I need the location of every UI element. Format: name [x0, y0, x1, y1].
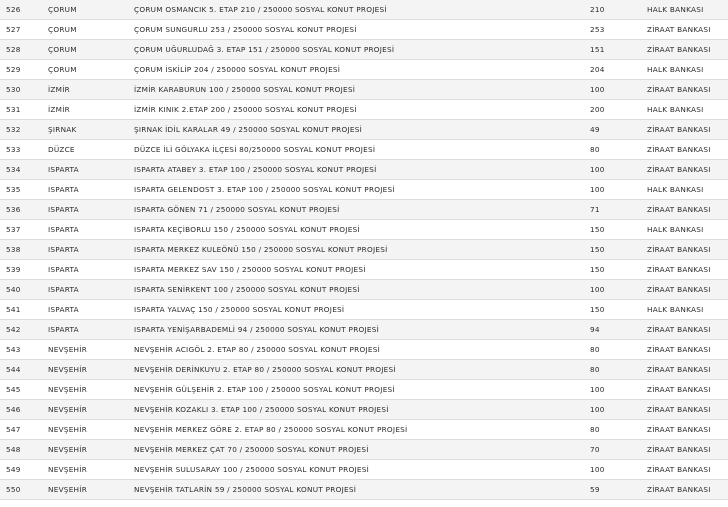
housing-count-cell: 80 [590, 345, 600, 354]
table-row [0, 240, 728, 260]
housing-count-cell: 150 [590, 225, 605, 234]
project-name-cell: ISPARTA YALVAÇ 150 / 250000 SOSYAL KONUT PROJESİ [134, 305, 345, 314]
bank-cell: ZİRAAT BANKASI [647, 425, 711, 434]
city-cell: ISPARTA [48, 205, 79, 214]
row-number-cell: 538 [6, 245, 21, 254]
project-name-cell: NEVŞEHİR MERKEZ GÖRE 2. ETAP 80 / 250000 SOSYAL KONUT PROJESİ [134, 425, 408, 434]
housing-count-cell: 204 [590, 65, 605, 74]
row-number-cell: 542 [6, 325, 21, 334]
project-name-cell: ISPARTA KEÇİBORLU 150 / 250000 SOSYAL KONUT PROJESİ [134, 225, 360, 234]
project-name-cell: ISPARTA SENİRKENT 100 / 250000 SOSYAL KONUT PROJESİ [134, 285, 360, 294]
bank-cell: ZİRAAT BANKASI [647, 365, 711, 374]
project-name-cell: DÜZCE İLİ GÖLYAKA İLÇESİ 80/250000 SOSYAL KONUT PROJESİ [134, 145, 376, 154]
project-name-cell: NEVŞEHİR MERKEZ ÇAT 70 / 250000 SOSYAL KONUT PROJESİ [134, 445, 369, 454]
project-name-cell: ISPARTA GÖNEN 71 / 250000 SOSYAL KONUT PROJESİ [134, 205, 340, 214]
housing-count-cell: 151 [590, 45, 605, 54]
bank-cell: HALK BANKASI [647, 225, 704, 234]
project-name-cell: ÇORUM UĞURLUDAĞ 3. ETAP 151 / 250000 SOSYAL KONUT PROJESİ [134, 45, 395, 54]
housing-count-cell: 80 [590, 145, 600, 154]
housing-count-cell: 100 [590, 185, 605, 194]
project-name-cell: İZMİR KARABURUN 100 / 250000 SOSYAL KONUT PROJESİ [134, 85, 356, 94]
housing-count-cell: 80 [590, 425, 600, 434]
table-row [0, 0, 728, 20]
housing-count-cell: 150 [590, 265, 605, 274]
city-cell: ŞIRNAK [48, 125, 77, 134]
row-number-cell: 549 [6, 465, 21, 474]
housing-count-cell: 59 [590, 485, 600, 494]
row-number-cell: 533 [6, 145, 21, 154]
table-row [0, 180, 728, 200]
project-name-cell: ÇORUM SUNGURLU 253 / 250000 SOSYAL KONUT PROJESİ [134, 25, 357, 34]
project-name-cell: İZMİR KINIK 2.ETAP 200 / 250000 SOSYAL KONUT PROJESİ [134, 105, 357, 114]
table-row [0, 140, 728, 160]
city-cell: NEVŞEHİR [48, 345, 88, 354]
housing-count-cell: 200 [590, 105, 605, 114]
project-name-cell: ÇORUM İSKİLİP 204 / 250000 SOSYAL KONUT PROJESİ [134, 65, 341, 74]
bank-cell: ZİRAAT BANKASI [647, 45, 711, 54]
row-number-cell: 528 [6, 45, 21, 54]
housing-count-cell: 94 [590, 325, 600, 334]
bank-cell: ZİRAAT BANKASI [647, 125, 711, 134]
table-row [0, 420, 728, 440]
project-name-cell: NEVŞEHİR KOZAKLI 3. ETAP 100 / 250000 SOSYAL KONUT PROJESİ [134, 405, 389, 414]
housing-count-cell: 150 [590, 245, 605, 254]
table-row [0, 400, 728, 420]
city-cell: ISPARTA [48, 185, 79, 194]
row-number-cell: 543 [6, 345, 21, 354]
row-number-cell: 547 [6, 425, 21, 434]
city-cell: NEVŞEHİR [48, 385, 88, 394]
housing-count-cell: 100 [590, 385, 605, 394]
row-number-cell: 534 [6, 165, 21, 174]
city-cell: NEVŞEHİR [48, 485, 88, 494]
bank-cell: ZİRAAT BANKASI [647, 245, 711, 254]
row-number-cell: 527 [6, 25, 21, 34]
project-name-cell: NEVŞEHİR DERİNKUYU 2. ETAP 80 / 250000 SOSYAL KONUT PROJESİ [134, 365, 396, 374]
housing-count-cell: 100 [590, 465, 605, 474]
table-row [0, 80, 728, 100]
bank-cell: HALK BANKASI [647, 185, 704, 194]
project-name-cell: ISPARTA MERKEZ KULEÖNÜ 150 / 250000 SOSYAL KONUT PROJESİ [134, 245, 388, 254]
row-number-cell: 537 [6, 225, 21, 234]
bank-cell: ZİRAAT BANKASI [647, 325, 711, 334]
row-number-cell: 541 [6, 305, 21, 314]
table-row [0, 280, 728, 300]
row-number-cell: 540 [6, 285, 21, 294]
table-row [0, 320, 728, 340]
project-name-cell: ISPARTA MERKEZ SAV 150 / 250000 SOSYAL KONUT PROJESİ [134, 265, 366, 274]
table-row [0, 20, 728, 40]
city-cell: ISPARTA [48, 245, 79, 254]
row-number-cell: 544 [6, 365, 21, 374]
city-cell: ISPARTA [48, 285, 79, 294]
housing-count-cell: 100 [590, 85, 605, 94]
city-cell: NEVŞEHİR [48, 445, 88, 454]
project-name-cell: ŞIRNAK İDİL KARALAR 49 / 250000 SOSYAL KONUT PROJESİ [134, 125, 363, 134]
housing-count-cell: 100 [590, 165, 605, 174]
table-row [0, 120, 728, 140]
table-row [0, 100, 728, 120]
table-row [0, 220, 728, 240]
project-name-cell: ISPARTA ATABEY 3. ETAP 100 / 250000 SOSYAL KONUT PROJESİ [134, 165, 377, 174]
city-cell: NEVŞEHİR [48, 425, 88, 434]
city-cell: ISPARTA [48, 165, 79, 174]
row-number-cell: 530 [6, 85, 21, 94]
bank-cell: ZİRAAT BANKASI [647, 165, 711, 174]
row-number-cell: 532 [6, 125, 21, 134]
table-row [0, 60, 728, 80]
bank-cell: ZİRAAT BANKASI [647, 485, 711, 494]
row-number-cell: 531 [6, 105, 21, 114]
bank-cell: ZİRAAT BANKASI [647, 345, 711, 354]
project-name-cell: NEVŞEHİR GÜLŞEHİR 2. ETAP 100 / 250000 SOSYAL KONUT PROJESİ [134, 385, 395, 394]
housing-count-cell: 253 [590, 25, 605, 34]
project-name-cell: ISPARTA YENİŞARBADEMLİ 94 / 250000 SOSYAL KONUT PROJESİ [134, 325, 380, 334]
table-row [0, 340, 728, 360]
table-row [0, 160, 728, 180]
bank-cell: ZİRAAT BANKASI [647, 85, 711, 94]
project-name-cell: ÇORUM OSMANCIK 5. ETAP 210 / 250000 SOSYAL KONUT PROJESİ [134, 5, 387, 14]
housing-count-cell: 71 [590, 205, 600, 214]
bank-cell: ZİRAAT BANKASI [647, 445, 711, 454]
bank-cell: HALK BANKASI [647, 105, 704, 114]
city-cell: ISPARTA [48, 225, 79, 234]
city-cell: İZMİR [48, 105, 70, 114]
city-cell: NEVŞEHİR [48, 405, 88, 414]
city-cell: ÇORUM [48, 65, 77, 74]
city-cell: İZMİR [48, 85, 70, 94]
bank-cell: HALK BANKASI [647, 65, 704, 74]
table-row [0, 360, 728, 380]
row-number-cell: 545 [6, 385, 21, 394]
table-row [0, 300, 728, 320]
bank-cell: ZİRAAT BANKASI [647, 25, 711, 34]
housing-count-cell: 150 [590, 305, 605, 314]
bank-cell: ZİRAAT BANKASI [647, 285, 711, 294]
project-name-cell: NEVŞEHİR TATLARİN 59 / 250000 SOSYAL KONUT PROJESİ [134, 485, 357, 494]
city-cell: ISPARTA [48, 325, 79, 334]
table-row [0, 200, 728, 220]
row-number-cell: 550 [6, 485, 21, 494]
row-number-cell: 526 [6, 5, 21, 14]
bank-cell: HALK BANKASI [647, 5, 704, 14]
bank-cell: ZİRAAT BANKASI [647, 405, 711, 414]
project-name-cell: NEVŞEHİR ACIGÖL 2. ETAP 80 / 250000 SOSYAL KONUT PROJESİ [134, 345, 381, 354]
bank-cell: ZİRAAT BANKASI [647, 465, 711, 474]
housing-count-cell: 49 [590, 125, 600, 134]
row-number-cell: 535 [6, 185, 21, 194]
row-number-cell: 539 [6, 265, 21, 274]
housing-count-cell: 70 [590, 445, 600, 454]
bank-cell: ZİRAAT BANKASI [647, 145, 711, 154]
city-cell: ISPARTA [48, 305, 79, 314]
table-row [0, 380, 728, 400]
housing-count-cell: 100 [590, 285, 605, 294]
project-name-cell: NEVŞEHİR SULUSARAY 100 / 250000 SOSYAL KONUT PROJESİ [134, 465, 370, 474]
table-row [0, 480, 728, 500]
city-cell: NEVŞEHİR [48, 465, 88, 474]
row-number-cell: 536 [6, 205, 21, 214]
bank-cell: HALK BANKASI [647, 305, 704, 314]
table-row [0, 40, 728, 60]
housing-count-cell: 80 [590, 365, 600, 374]
city-cell: NEVŞEHİR [48, 365, 88, 374]
housing-count-cell: 210 [590, 5, 605, 14]
city-cell: DÜZCE [48, 145, 75, 154]
city-cell: ÇORUM [48, 5, 77, 14]
bank-cell: ZİRAAT BANKASI [647, 265, 711, 274]
project-name-cell: ISPARTA GELENDOST 3. ETAP 100 / 250000 SOSYAL KONUT PROJESİ [134, 185, 395, 194]
table-row [0, 460, 728, 480]
table-row [0, 260, 728, 280]
row-number-cell: 529 [6, 65, 21, 74]
city-cell: ÇORUM [48, 45, 77, 54]
city-cell: ISPARTA [48, 265, 79, 274]
row-number-cell: 546 [6, 405, 21, 414]
city-cell: ÇORUM [48, 25, 77, 34]
row-number-cell: 548 [6, 445, 21, 454]
housing-count-cell: 100 [590, 405, 605, 414]
bank-cell: ZİRAAT BANKASI [647, 385, 711, 394]
bank-cell: ZİRAAT BANKASI [647, 205, 711, 214]
table-row [0, 440, 728, 460]
